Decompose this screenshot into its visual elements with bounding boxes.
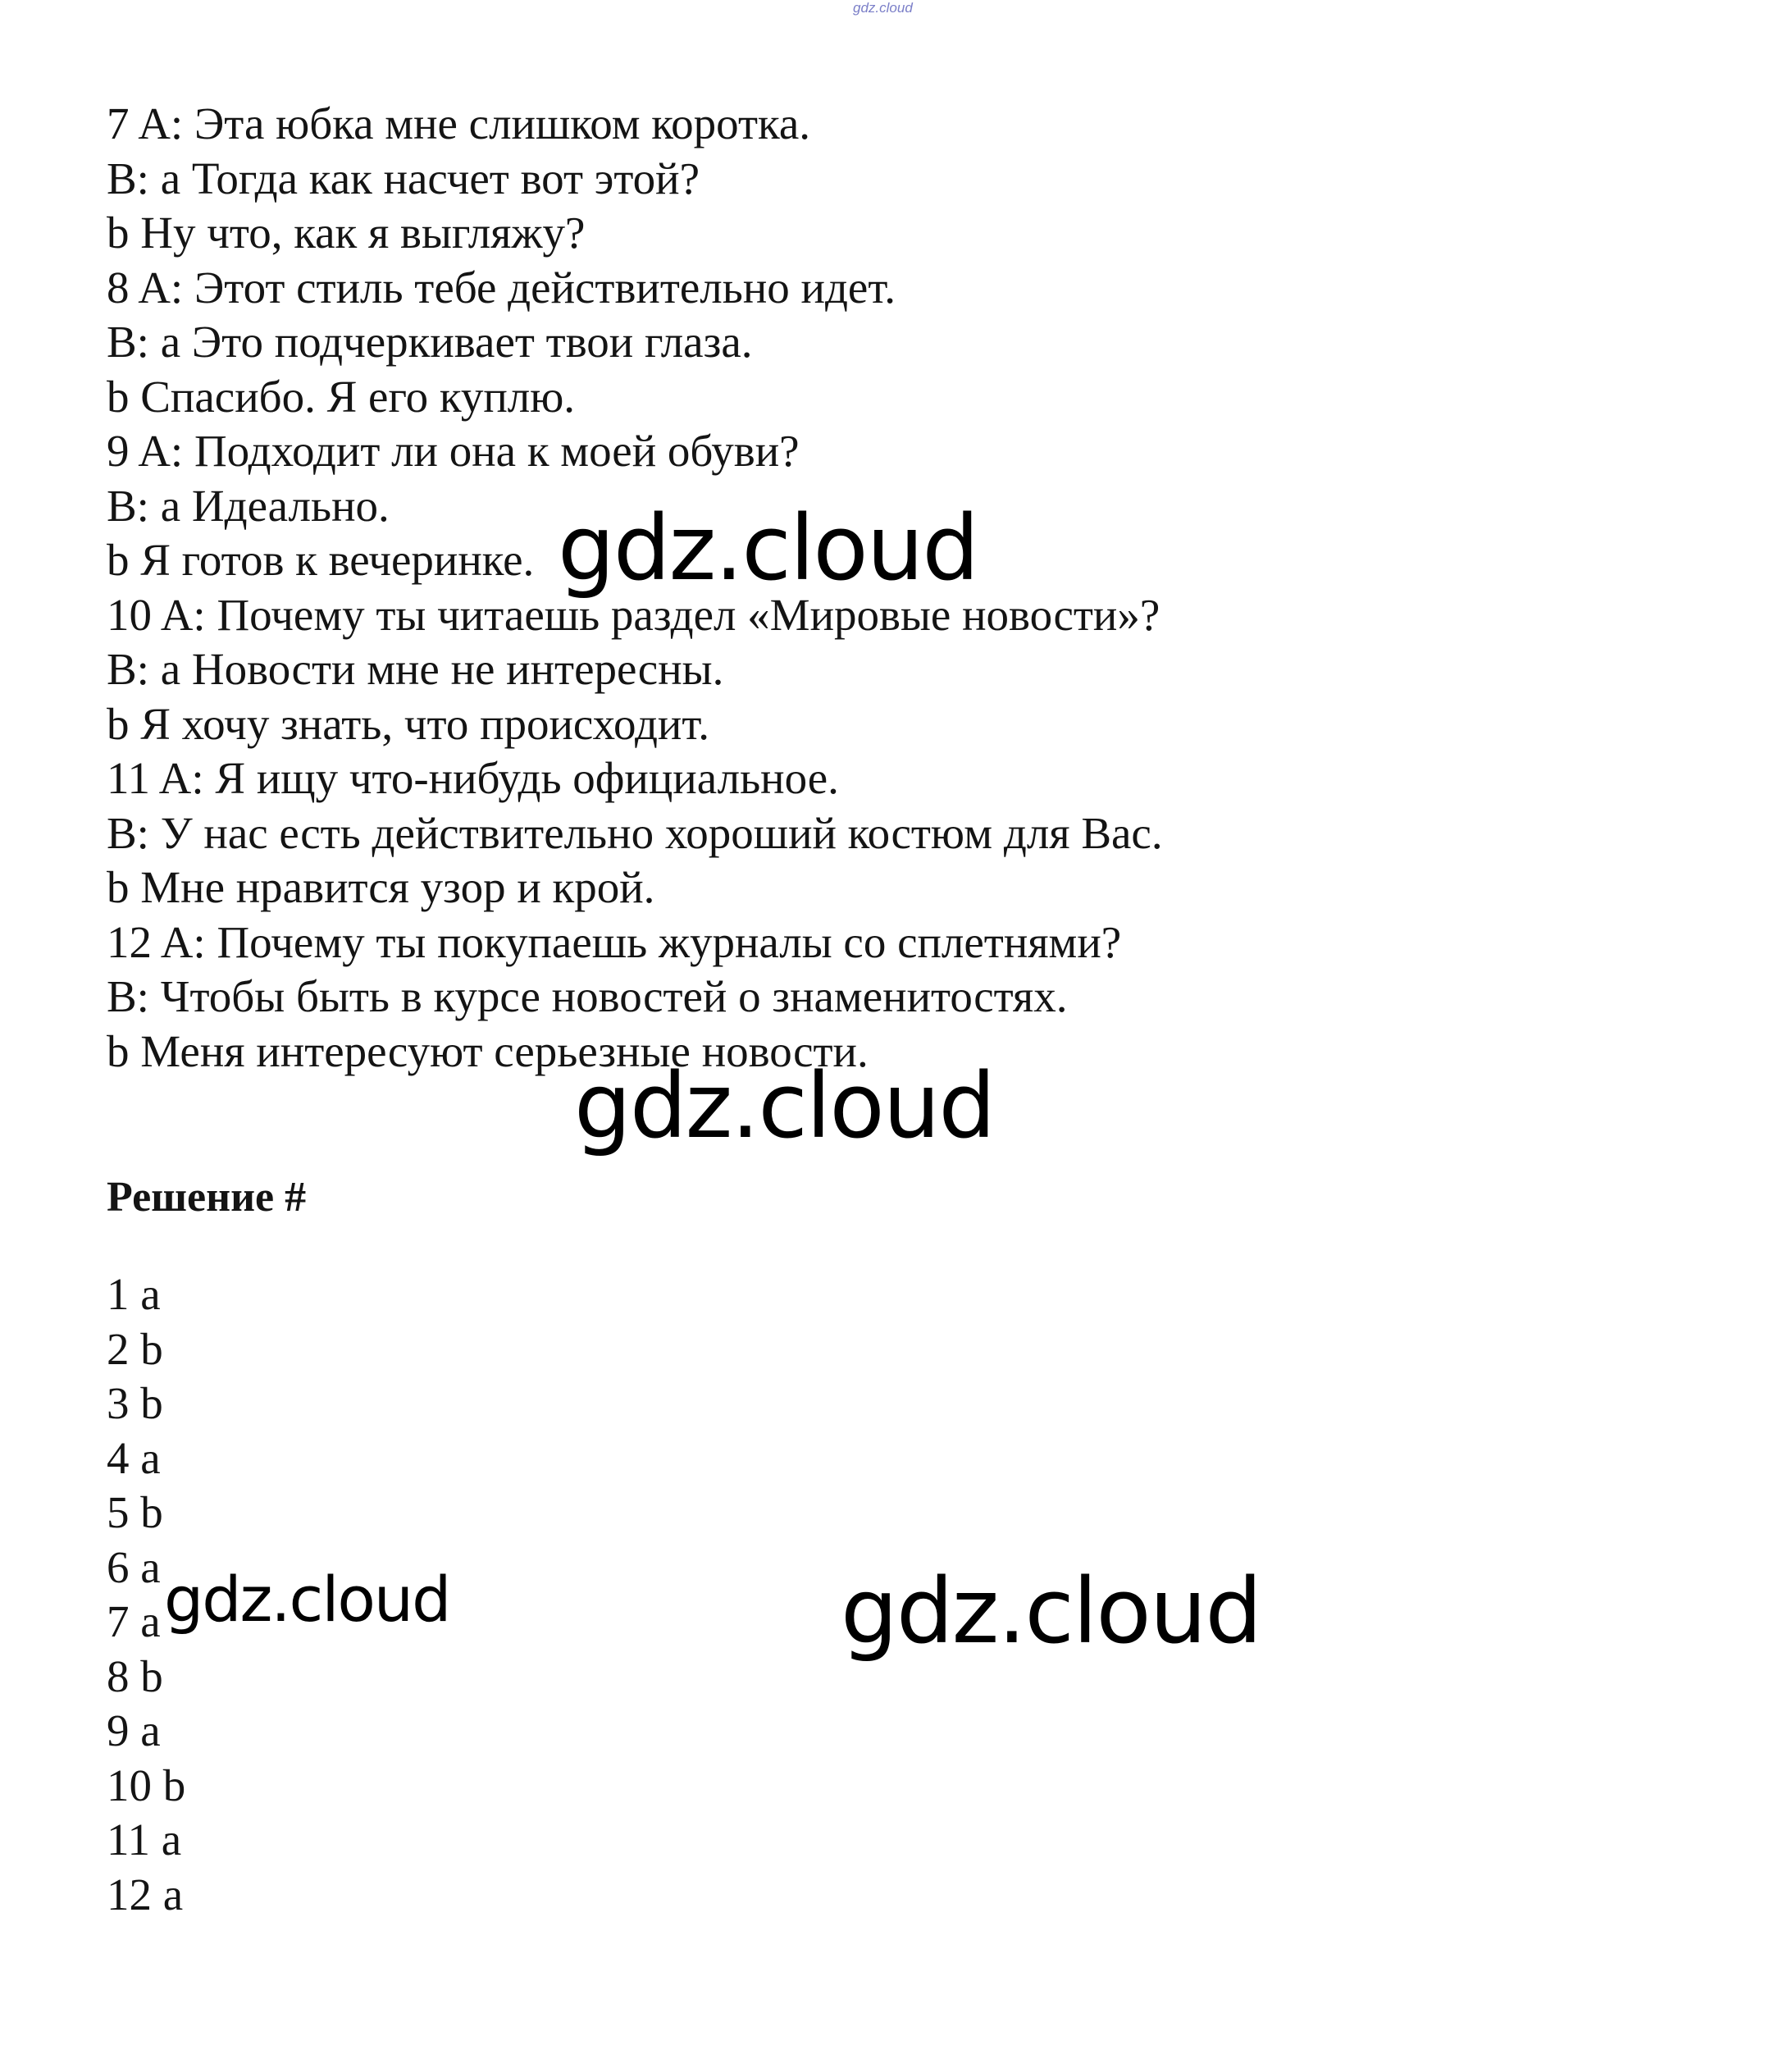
answer-item: 9 a (107, 1705, 161, 1755)
dialogue-line: B: Чтобы быть в курсе новостей о знаменитостях. (107, 971, 1068, 1021)
answer-item: 7 a (107, 1596, 161, 1646)
watermark: gdz.cloud (574, 1053, 995, 1158)
watermark: gdz.cloud (558, 495, 978, 600)
answer-item: 1 a (107, 1269, 161, 1319)
dialogue-line: 9 A: Подходит ли она к моей обуви? (107, 426, 800, 476)
answer-item: 2 b (107, 1323, 163, 1374)
answer-item: 10 b (107, 1760, 186, 1810)
dialogue-line: b Спасибо. Я его куплю. (107, 371, 576, 422)
solution-heading: Решение # (107, 1174, 307, 1221)
top-watermark: gdz.cloud (853, 0, 913, 16)
dialogue-line: 10 A: Почему ты читаешь раздел «Мировые новости»? (107, 589, 1160, 640)
answer-item: 4 a (107, 1432, 161, 1483)
dialogue-line: B: a Это подчеркивает твои глаза. (107, 317, 753, 367)
dialogue-line: 11 A: Я ищу что-нибудь официальное. (107, 753, 839, 803)
answer-item: 8 b (107, 1650, 163, 1701)
dialogue-line: 12 A: Почему ты покупаешь журналы со сплетнями? (107, 916, 1122, 967)
dialogue-line: b Я хочу знать, что происходит. (107, 698, 710, 749)
dialogue-line: b Я готов к вечеринке. (107, 535, 535, 585)
watermark: gdz.cloud (164, 1563, 450, 1636)
dialogue-line: 7 A: Эта юбка мне слишком коротка. (107, 98, 811, 148)
dialogue-line: B: a Тогда как насчет вот этой? (107, 153, 700, 203)
answer-item: 5 b (107, 1487, 163, 1537)
dialogue-line: b Меня интересуют серьезные новости. (107, 1025, 869, 1076)
dialogue-line: b Ну что, как я выгляжу? (107, 208, 586, 258)
answer-item: 11 a (107, 1814, 182, 1865)
dialogue-line: B: a Идеально. (107, 480, 390, 531)
answer-item: 12 a (107, 1869, 184, 1919)
dialogue-line: B: a Новости мне не интересны. (107, 644, 724, 694)
dialogue-line: 8 A: Этот стиль тебе действительно идет. (107, 262, 896, 313)
watermark: gdz.cloud (841, 1559, 1261, 1664)
dialogue-line: B: У нас есть действительно хороший костюм для Вас. (107, 807, 1163, 858)
answer-item: 6 a (107, 1541, 161, 1592)
dialogue-line: b Мне нравится узор и крой. (107, 862, 655, 912)
answer-item: 3 b (107, 1378, 163, 1428)
